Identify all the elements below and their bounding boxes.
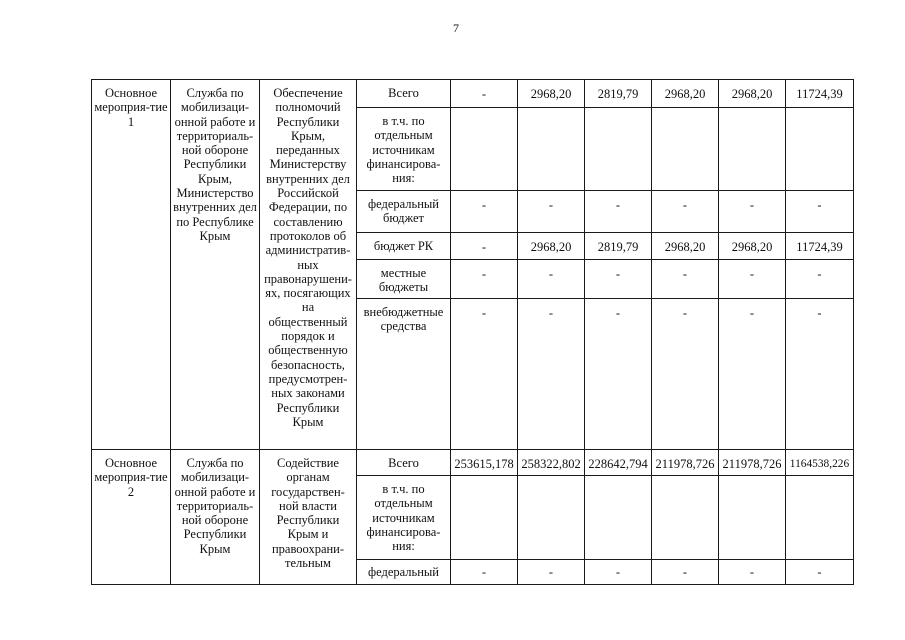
value-cell: - bbox=[719, 260, 786, 299]
value-cell: - bbox=[518, 260, 585, 299]
value-cell bbox=[786, 476, 854, 560]
table-row bbox=[92, 80, 854, 108]
event-cell: Основное мероприя-тие 1 bbox=[92, 80, 171, 450]
value-cell: - bbox=[585, 260, 652, 299]
value-cell: - bbox=[585, 299, 652, 450]
value-cell bbox=[786, 108, 854, 191]
funding-source-cell: федеральный бюджет bbox=[357, 191, 451, 233]
value-cell: 2968,20 bbox=[719, 80, 786, 108]
funding-table bbox=[91, 79, 854, 585]
value-cell: - bbox=[451, 80, 518, 108]
value-cell bbox=[518, 476, 585, 560]
value-cell: 211978,726 bbox=[652, 450, 719, 476]
value-cell: 2968,20 bbox=[652, 233, 719, 260]
value-cell: - bbox=[518, 299, 585, 450]
value-cell: 253615,178 bbox=[451, 450, 518, 476]
value-cell: - bbox=[652, 260, 719, 299]
value-cell: - bbox=[451, 299, 518, 450]
value-cell: - bbox=[451, 191, 518, 233]
value-cell: 2819,79 bbox=[585, 233, 652, 260]
value-cell bbox=[719, 108, 786, 191]
funding-source-cell: в т.ч. по отдельным источникам финансирова-ния: bbox=[357, 476, 451, 560]
page-number: 7 bbox=[453, 21, 459, 35]
value-cell: 258322,802 bbox=[518, 450, 585, 476]
value-cell bbox=[652, 476, 719, 560]
value-cell: 2968,20 bbox=[518, 233, 585, 260]
value-cell: 2819,79 bbox=[585, 80, 652, 108]
description-cell: Обеспечение полномочий Республики Крым, переданных Министерству внутренних дел Российской Федерации, по составлению протоколов об административ-ных правонарушени-ях, посягающих на общественный порядок и общественную безопасность, предусмотрен-ных законами Республики Крым bbox=[260, 80, 357, 450]
value-cell: - bbox=[786, 260, 854, 299]
value-cell bbox=[652, 108, 719, 191]
funding-source-cell: бюджет РК bbox=[357, 233, 451, 260]
value-cell bbox=[451, 476, 518, 560]
value-cell: 2968,20 bbox=[719, 233, 786, 260]
funding-source-cell: Всего bbox=[357, 80, 451, 108]
value-cell: - bbox=[652, 299, 719, 450]
value-cell: 11724,39 bbox=[786, 233, 854, 260]
value-cell: - bbox=[786, 560, 854, 585]
funding-source-cell: в т.ч. по отдельным источникам финансирова-ния: bbox=[357, 108, 451, 191]
value-cell: - bbox=[451, 560, 518, 585]
table-row bbox=[92, 450, 854, 476]
executor-cell: Служба по мобилизаци-онной работе и территориаль-ной обороне Республики Крым, Министерство внутренних дел по Республике Крым bbox=[171, 80, 260, 450]
funding-source-cell: федеральный bbox=[357, 560, 451, 585]
description-cell: Содействие органам государствен-ной власти Республики Крым и правоохрани-тельным bbox=[260, 450, 357, 585]
value-cell: - bbox=[652, 560, 719, 585]
funding-source-cell: местные бюджеты bbox=[357, 260, 451, 299]
value-cell: - bbox=[786, 191, 854, 233]
value-cell: - bbox=[719, 299, 786, 450]
value-cell: - bbox=[786, 299, 854, 450]
value-cell: 2968,20 bbox=[518, 80, 585, 108]
value-cell: - bbox=[719, 560, 786, 585]
funding-table-container bbox=[91, 79, 850, 585]
value-cell: 211978,726 bbox=[719, 450, 786, 476]
value-cell: - bbox=[585, 191, 652, 233]
value-cell: - bbox=[451, 260, 518, 299]
value-cell bbox=[518, 108, 585, 191]
value-cell: - bbox=[585, 560, 652, 585]
value-cell: 11724,39 bbox=[786, 80, 854, 108]
value-cell: - bbox=[719, 191, 786, 233]
value-cell bbox=[719, 476, 786, 560]
funding-source-cell: внебюджетные средства bbox=[357, 299, 451, 450]
value-cell: 228642,794 bbox=[585, 450, 652, 476]
value-cell: - bbox=[652, 191, 719, 233]
executor-cell: Служба по мобилизаци-онной работе и территориаль-ной обороне Республики Крым bbox=[171, 450, 260, 585]
event-cell: Основное мероприя-тие 2 bbox=[92, 450, 171, 585]
value-cell bbox=[585, 108, 652, 191]
value-cell bbox=[585, 476, 652, 560]
value-cell: 1164538,226 bbox=[786, 450, 854, 476]
value-cell: - bbox=[518, 560, 585, 585]
funding-source-cell: Всего bbox=[357, 450, 451, 476]
value-cell: - bbox=[518, 191, 585, 233]
value-cell: 2968,20 bbox=[652, 80, 719, 108]
value-cell bbox=[451, 108, 518, 191]
value-cell: - bbox=[451, 233, 518, 260]
